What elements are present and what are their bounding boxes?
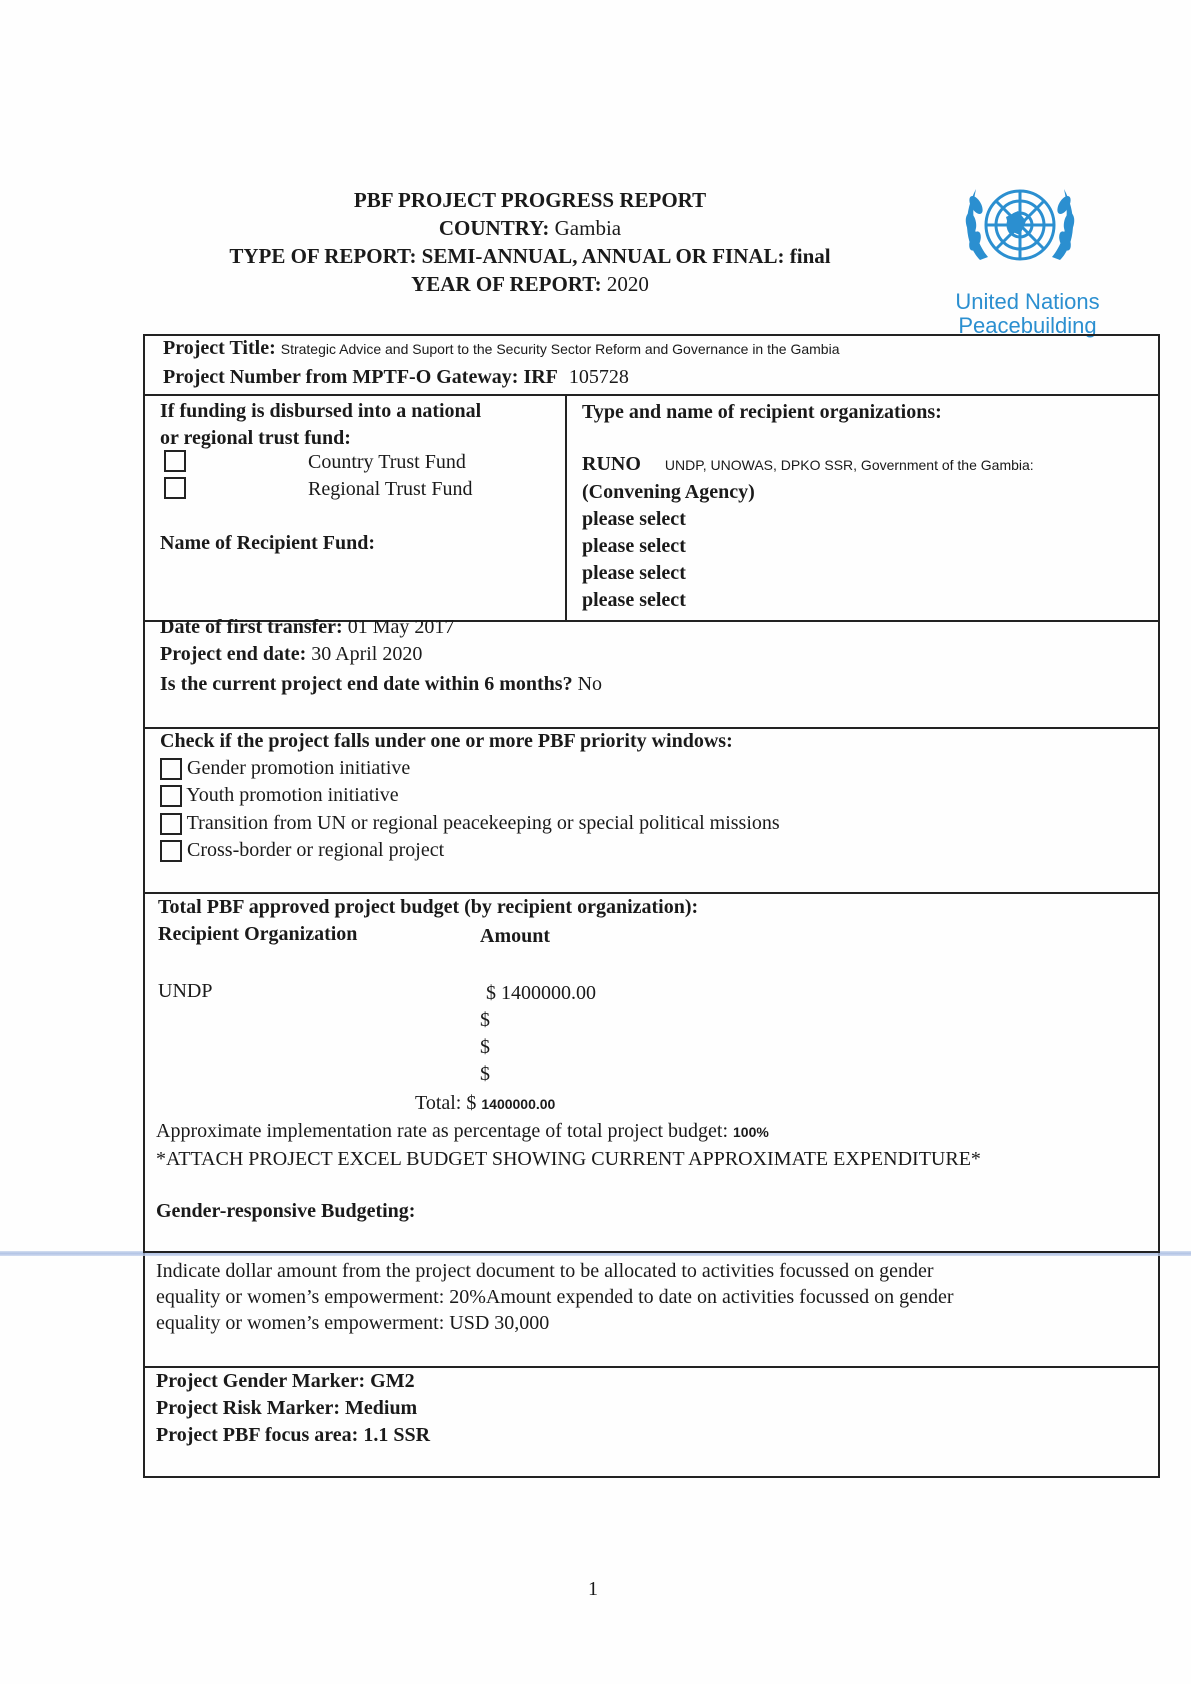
- select-3[interactable]: please select: [582, 562, 686, 584]
- gender-line-1: Indicate dollar amount from the project document to be allocated to activities focussed on gender: [156, 1260, 934, 1282]
- divider: [143, 394, 1160, 396]
- runo-label: RUNO: [582, 453, 641, 475]
- divider: [143, 1251, 1160, 1253]
- funding-question-line2: or regional trust fund:: [160, 427, 351, 449]
- recipient-fund-label: Name of Recipient Fund:: [160, 532, 375, 554]
- runo-line: [582, 453, 1034, 476]
- priority-item-label: Gender promotion initiative: [187, 757, 411, 779]
- project-title-value: Strategic Advice and Suport to the Security Sector Reform and Governance in the Gambia: [280, 341, 840, 357]
- gender-marker: Project Gender Marker: GM2: [156, 1370, 415, 1392]
- un-peacebuilding-logo: [940, 165, 1100, 340]
- country-line: [160, 216, 900, 241]
- end-date-line: [160, 643, 422, 666]
- project-title-line: [163, 337, 839, 360]
- logo-line2: Peacebuilding: [958, 313, 1097, 338]
- within-6-months-label: Is the current project end date within 6 months?: [160, 673, 573, 695]
- project-number-line: [163, 366, 629, 389]
- country-value: Gambia: [554, 216, 622, 240]
- regional-trust-fund-checkbox[interactable]: [164, 477, 186, 499]
- end-date-label: Project end date:: [160, 643, 307, 665]
- first-transfer-value: 01 May 2017: [347, 616, 455, 638]
- runo-value: UNDP, UNOWAS, DPKO SSR, Government of the Gambia:: [664, 457, 1034, 473]
- cross-border-checkbox[interactable]: [160, 840, 182, 862]
- priority-item-cross-border: [160, 839, 444, 862]
- end-date-value: 30 April 2020: [311, 643, 423, 665]
- implementation-rate: [156, 1120, 769, 1143]
- budget-amount-2: $: [480, 1009, 490, 1031]
- convening-agency: (Convening Agency): [582, 481, 755, 503]
- country-trust-fund-checkbox[interactable]: [164, 450, 186, 472]
- first-transfer-line: [160, 616, 454, 639]
- implementation-rate-label: Approximate implementation rate as percentage of total project budget:: [156, 1120, 729, 1142]
- report-type-line: [160, 244, 900, 269]
- country-trust-fund-label: Country Trust Fund: [308, 451, 466, 473]
- budget-amount-1: $ 1400000.00: [486, 982, 596, 1004]
- budget-col-amount: Amount: [480, 925, 551, 947]
- divider: [143, 892, 1160, 894]
- budget-amount-4: $: [480, 1063, 490, 1085]
- budget-col-org: Recipient Organization: [158, 923, 358, 945]
- within-6-months-line: [160, 673, 602, 696]
- gender-line-2: equality or women’s empowerment: 20%Amount expended to date on activities focussed on gender: [156, 1286, 954, 1308]
- select-4[interactable]: please select: [582, 589, 686, 611]
- first-transfer-label: Date of first transfer:: [160, 616, 343, 638]
- priority-item-youth: [160, 784, 399, 807]
- report-year-line: [160, 272, 900, 297]
- attach-budget-note: *ATTACH PROJECT EXCEL BUDGET SHOWING CURRENT APPROXIMATE EXPENDITURE*: [156, 1148, 981, 1170]
- priority-item-gender: [160, 757, 410, 780]
- budget-total-value: 1400000.00: [481, 1096, 556, 1112]
- markers: [156, 1368, 430, 1449]
- logo-text: [940, 290, 1115, 338]
- youth-checkbox[interactable]: [160, 785, 182, 807]
- priority-item-transition: [160, 812, 780, 835]
- within-6-months-value: No: [577, 673, 603, 695]
- funding-question: [160, 398, 481, 452]
- transition-checkbox[interactable]: [160, 813, 182, 835]
- gender-checkbox[interactable]: [160, 758, 182, 780]
- budget-total-label: Total: $: [415, 1092, 477, 1114]
- budget-total: [415, 1092, 555, 1115]
- project-number-value: 105728: [568, 366, 629, 388]
- report-year-label: YEAR OF REPORT:: [411, 272, 602, 296]
- column-divider: [565, 394, 567, 622]
- report-type-value: final: [789, 244, 831, 268]
- report-year-value: 2020: [606, 272, 649, 296]
- implementation-rate-value: 100%: [733, 1124, 769, 1140]
- budget-heading: Total PBF approved project budget (by recipient organization):: [158, 896, 699, 918]
- divider: [143, 727, 1160, 729]
- funding-question-line1: If funding is disbursed into a national: [160, 400, 482, 422]
- project-title-label: Project Title:: [163, 337, 276, 359]
- project-number-label: Project Number from MPTF-O Gateway: IRF: [163, 366, 558, 388]
- focus-area: Project PBF focus area: 1.1 SSR: [156, 1424, 431, 1446]
- select-1[interactable]: please select: [582, 508, 686, 530]
- un-emblem-icon: [940, 165, 1100, 285]
- gender-allocation-text: [156, 1258, 954, 1336]
- gender-line-3: equality or women’s empowerment: USD 30,000: [156, 1312, 550, 1334]
- budget-amount-3: $: [480, 1036, 490, 1058]
- priority-item-label: Transition from UN or regional peacekeeping or special political missions: [186, 812, 780, 834]
- gender-budgeting-heading: Gender-responsive Budgeting:: [156, 1200, 416, 1222]
- select-2[interactable]: please select: [582, 535, 686, 557]
- report-type-label: TYPE OF REPORT: SEMI-ANNUAL, ANNUAL OR FINAL:: [229, 244, 785, 268]
- recipient-orgs-heading: Type and name of recipient organizations:: [582, 401, 942, 423]
- country-label: COUNTRY:: [438, 216, 550, 240]
- priority-item-label: Youth promotion initiative: [186, 784, 399, 806]
- risk-marker: Project Risk Marker: Medium: [156, 1397, 418, 1419]
- page-number: 1: [588, 1578, 598, 1600]
- priority-item-label: Cross-border or regional project: [187, 839, 445, 861]
- logo-line1: United Nations: [955, 289, 1100, 314]
- budget-org-1: UNDP: [158, 980, 213, 1002]
- priority-heading: Check if the project falls under one or more PBF priority windows:: [160, 730, 733, 752]
- regional-trust-fund-label: Regional Trust Fund: [308, 478, 473, 500]
- report-title: PBF PROJECT PROGRESS REPORT: [353, 188, 707, 212]
